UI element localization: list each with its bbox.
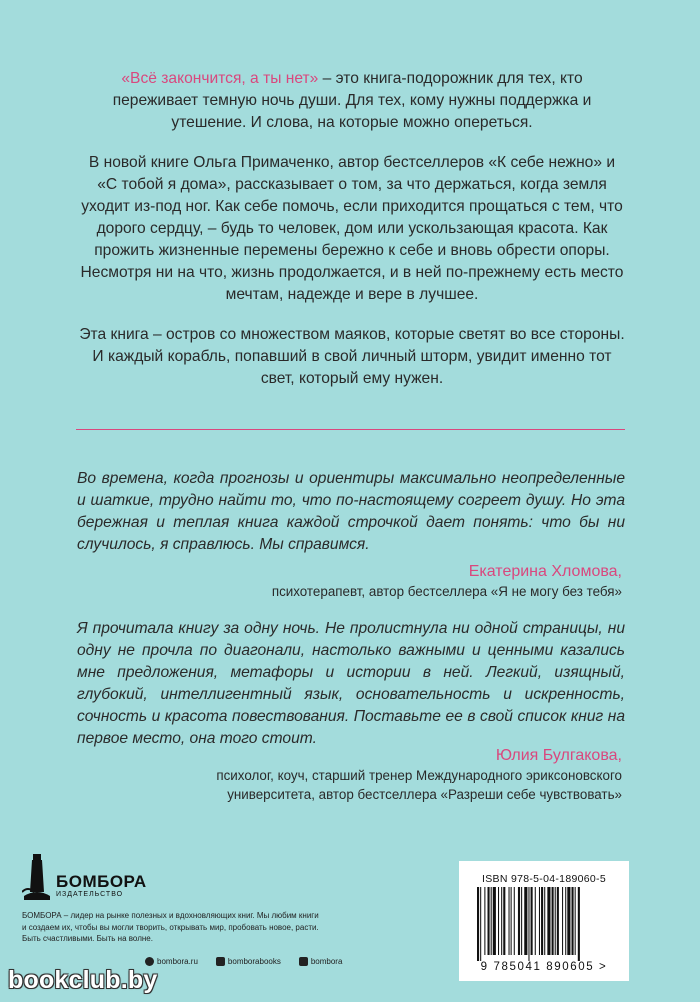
intro-paragraph-2: В новой книге Ольга Примаченко, автор бестселлеров «К себе нежно» и «С тобой я дома», рассказывает о том, за что держаться, когда земля уходит из-под ног. Как себе помочь, если приходится прощаться с тем, что дорого сердцу, – будь то человек, дом или ускользающая красота. Как прожить жизненные перемены бережно к себе и вновь обрести опоры. Несмотря ни на что, жизнь продолжается, и в ней по-прежнему есть место мечтам, надежде и вере в лучшее. — [80, 154, 624, 303]
instagram-icon — [216, 957, 225, 966]
review-1-text: Во времена, когда прогнозы и ориентиры максимально неопределенные и шаткие, трудно найти то, что по-настоящему согреет душу. Но эта бережная и теплая книга каждой строчкой дает понять: что бы ни случилось, я справлюсь. Мы справимся. — [77, 470, 625, 553]
social-link-other — [299, 957, 343, 966]
lighthouse-logo-icon — [22, 852, 52, 900]
annotation — [78, 68, 626, 408]
review-1-author — [272, 562, 622, 601]
watermark: bookclub.by — [8, 966, 158, 994]
review-2-name: Юлия Булгакова, — [495, 747, 622, 764]
publisher-subtitle: ИЗДАТЕЛЬСТВО — [56, 891, 124, 898]
social-label-site: bombora.ru — [157, 957, 198, 966]
review-2-author — [216, 746, 622, 804]
social-label-other: bombora — [310, 957, 343, 966]
publisher-blurb: БОМБОРА – лидер на рынке полезных и вдохновляющих книг. Мы любим книги и создаем их, чтобы вы могли творить, открывать мир, пробовать новое, расти. Быть счастливыми. Быть на волне. — [22, 911, 319, 943]
review-2-text: Я прочитала книгу за одну ночь. Не пролистнула ни одной страницы, ни одну не прочла по диагонали, настолько важными и ценными казались мне предложения, метафоры и истории в ней. Легкий, изящный, глубокий, интеллигентный язык, основательность и искренность, сочность и красота повествования. Поставьте ее в свой список книг на первое место, она того стоит. — [77, 620, 625, 747]
review-2-role-line-1: психолог, коуч, старший тренер Международного эриксоновского — [216, 768, 622, 783]
barcode-panel — [459, 861, 629, 981]
social-link-site — [145, 957, 198, 966]
social-link-instagram — [216, 957, 281, 966]
publisher-logo — [22, 850, 352, 900]
review-1-name: Екатерина Хломова, — [468, 563, 622, 580]
social-icon — [299, 957, 308, 966]
divider-line — [76, 429, 625, 430]
social-links — [145, 957, 342, 966]
social-label-instagram: bomborabooks — [227, 957, 281, 966]
barcode-digits: 9 785041 890605 > — [480, 961, 608, 973]
barcode-image — [473, 887, 615, 961]
publisher-name: БОМБОРА — [56, 872, 147, 891]
book-title-quote: «Всё закончится, а ты нет» — [121, 70, 319, 87]
intro-paragraph-3: Эта книга – остров со множеством маяков, которые светят во все стороны. И каждый корабль, попавший в свой личный шторм, увидит именно тот свет, который ему нужен. — [79, 326, 625, 387]
review-1-role: психотерапевт, автор бестселлера «Я не могу без тебя» — [271, 584, 622, 599]
publisher-block — [22, 850, 352, 945]
review-2-role-line-2: университета, автор бестселлера «Разреши себе чувствовать» — [227, 787, 622, 802]
intro-text-1: – это книга-подорожник для тех, кто переживает темную ночь души. Для тех, кому нужны поддержка и утешение. И слова, на которые можно опереться. — [112, 70, 592, 131]
isbn-number: ISBN 978-5-04-189060-5 — [482, 873, 606, 885]
globe-icon — [145, 957, 154, 966]
intro-paragraph-1 — [78, 68, 626, 134]
